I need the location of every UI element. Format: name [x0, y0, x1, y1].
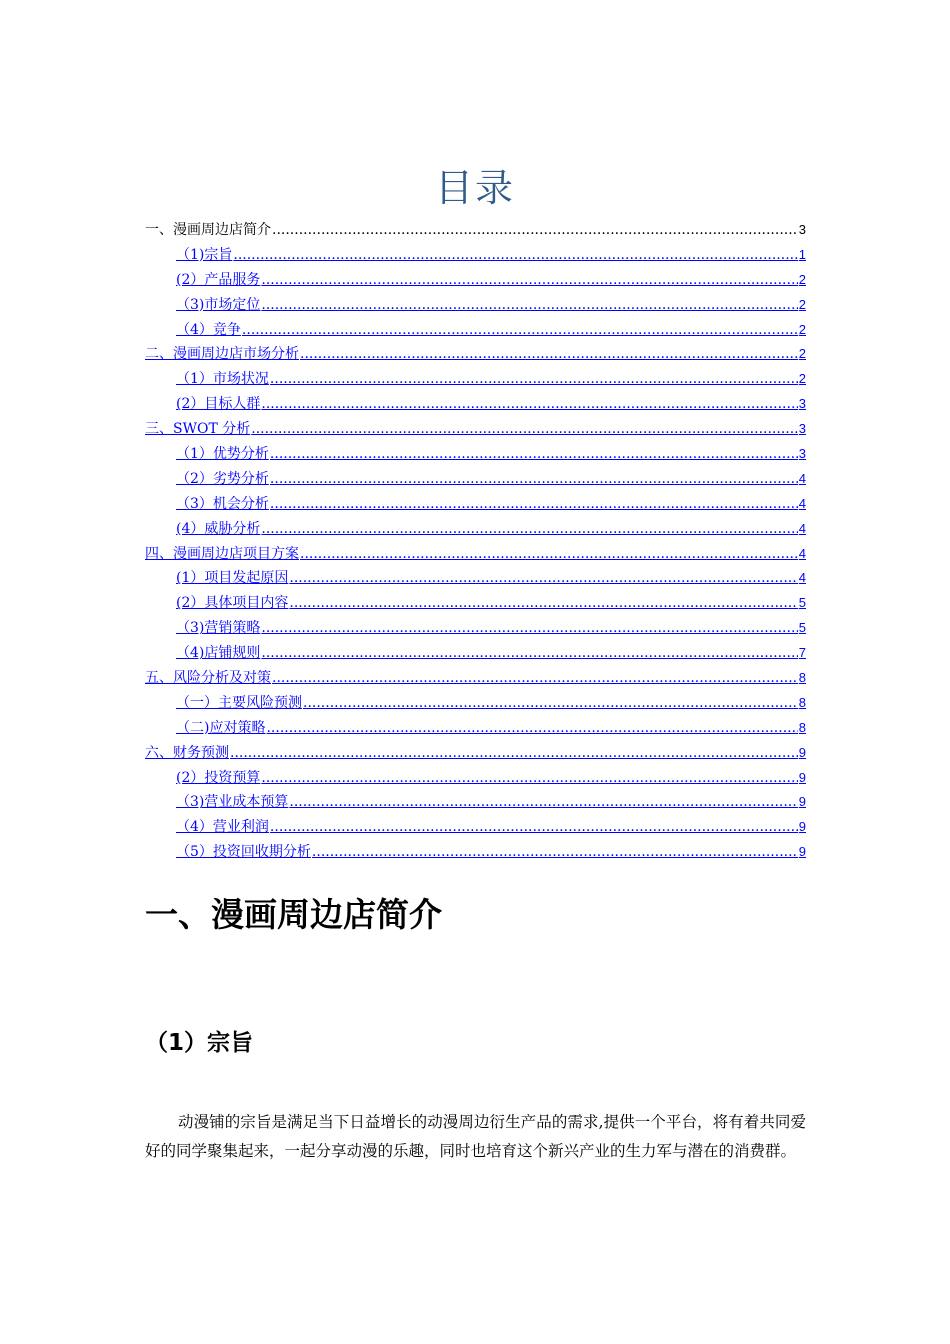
- toc-leader-dots: [242, 318, 798, 343]
- toc-entry-text: （4)店铺规则: [176, 645, 261, 662]
- toc-leader-dots: [261, 766, 797, 791]
- toc-entry-text: (2）产品服务: [176, 271, 261, 288]
- toc-entry-text: （3)市场定位: [176, 296, 261, 313]
- toc-leader-dots: [312, 840, 798, 865]
- toc-entry[interactable]: [145, 417, 806, 442]
- toc-entry[interactable]: [145, 741, 806, 766]
- toc-leader-dots: [261, 268, 797, 293]
- toc-entry: [145, 218, 806, 243]
- toc-entry-text: （二)应对策略: [176, 719, 266, 736]
- toc-leader-dots: [289, 790, 797, 815]
- toc-entry-text: （1）市场状况: [176, 371, 269, 388]
- table-of-contents: [145, 218, 806, 865]
- toc-page-number: 3: [798, 421, 806, 437]
- toc-leader-dots: [272, 666, 798, 691]
- toc-page-number: 3: [798, 446, 806, 462]
- toc-page-number: 9: [798, 744, 806, 760]
- toc-entry[interactable]: [145, 492, 806, 517]
- toc-entry[interactable]: [145, 691, 806, 716]
- toc-entry[interactable]: [145, 442, 806, 467]
- toc-page-number: 8: [798, 719, 806, 735]
- toc-leader-dots: [300, 542, 798, 567]
- toc-page-number: 9: [798, 819, 806, 835]
- toc-entry-text: （2）劣势分析: [176, 470, 269, 487]
- toc-page-number: 9: [798, 844, 806, 860]
- toc-entry-text: （3）机会分析: [176, 495, 269, 512]
- toc-page-number: 2: [798, 271, 806, 287]
- toc-page-number: 2: [798, 296, 806, 312]
- toc-leader-dots: [266, 716, 797, 741]
- toc-entry-text: （3)营业成本预算: [176, 794, 289, 811]
- toc-leader-dots: [261, 293, 797, 318]
- toc-page-number: 8: [798, 694, 806, 710]
- toc-entry-text: (4）威胁分析: [176, 520, 261, 537]
- toc-entry[interactable]: [145, 790, 806, 815]
- toc-entry[interactable]: [145, 666, 806, 691]
- toc-entry-text: 三、SWOT 分析: [145, 421, 251, 438]
- toc-page-number: 5: [798, 620, 806, 636]
- toc-page-number: 4: [798, 520, 806, 536]
- toc-leader-dots: [270, 492, 798, 517]
- toc-entry-text: 一、漫画周边店简介: [145, 222, 271, 238]
- toc-page-number: 2: [798, 321, 806, 337]
- toc-entry-text: (2）目标人群: [176, 396, 261, 413]
- toc-entry[interactable]: [145, 467, 806, 492]
- toc-entry-text: （1)宗旨: [176, 246, 233, 263]
- toc-entry[interactable]: [145, 293, 806, 318]
- toc-entry-text: 二、漫画周边店市场分析: [145, 346, 299, 363]
- toc-entry[interactable]: [145, 342, 806, 367]
- toc-entry[interactable]: [145, 542, 806, 567]
- toc-leader-dots: [230, 741, 798, 766]
- toc-entry[interactable]: [145, 766, 806, 791]
- toc-entry[interactable]: [145, 641, 806, 666]
- toc-page-number: 4: [798, 495, 806, 511]
- toc-title: 目录: [434, 166, 515, 210]
- toc-page-number: 4: [798, 545, 806, 561]
- toc-entry[interactable]: [145, 517, 806, 542]
- toc-leader-dots: [261, 517, 797, 542]
- toc-leader-dots: [270, 367, 798, 392]
- toc-entry-text: （3)营销策略: [176, 620, 261, 637]
- toc-leader-dots: [303, 691, 798, 716]
- toc-page-number: 8: [798, 670, 806, 686]
- toc-leader-dots: [289, 566, 797, 591]
- toc-leader-dots: [261, 616, 797, 641]
- toc-leader-dots: [289, 591, 797, 616]
- toc-entry-text: (2）投资预算: [176, 769, 261, 786]
- toc-leader-dots: [251, 417, 798, 442]
- toc-page-number: 1: [798, 246, 806, 262]
- toc-leader-dots: [270, 815, 798, 840]
- toc-entry[interactable]: [145, 318, 806, 343]
- toc-entry-text: （一）主要风险预测: [176, 694, 302, 711]
- toc-entry-text: （5）投资回收期分析: [176, 844, 311, 861]
- toc-page-number: 2: [798, 346, 806, 362]
- toc-page-number: 5: [798, 595, 806, 611]
- toc-entry[interactable]: [145, 566, 806, 591]
- toc-page-number: 3: [798, 222, 806, 237]
- toc-entry[interactable]: [145, 840, 806, 865]
- toc-entry-text: 五、风险分析及对策: [145, 670, 271, 687]
- toc-entry[interactable]: [145, 392, 806, 417]
- toc-leader-dots: [233, 243, 797, 268]
- toc-entry[interactable]: [145, 243, 806, 268]
- toc-entry[interactable]: [145, 815, 806, 840]
- toc-leader-dots: [272, 218, 798, 243]
- toc-leader-dots: [261, 392, 797, 417]
- section-heading: 一、漫画周边店简介: [145, 895, 442, 934]
- toc-page-number: 9: [798, 769, 806, 785]
- toc-entry[interactable]: [145, 268, 806, 293]
- toc-page-number: 4: [798, 470, 806, 486]
- toc-entry[interactable]: [145, 716, 806, 741]
- toc-entry-text: （1）优势分析: [176, 446, 269, 463]
- toc-entry-text: （4）竞争: [176, 321, 241, 338]
- toc-entry-text: 六、财务预测: [145, 744, 229, 761]
- body-paragraph: 动漫铺的宗旨是满足当下日益增长的动漫周边衍生产品的需求,提供一个平台，将有着共同爱好的同学聚集起来，一起分享动漫的乐趣，同时也培育这个新兴产业的生力军与潜在的消费群。: [145, 1113, 806, 1160]
- toc-page-number: 4: [798, 570, 806, 586]
- toc-leader-dots: [261, 641, 797, 666]
- toc-entry-text: (2）具体项目内容: [176, 595, 289, 612]
- toc-page-number: 9: [798, 794, 806, 810]
- toc-page-number: 2: [798, 371, 806, 387]
- toc-entry[interactable]: [145, 616, 806, 641]
- toc-entry[interactable]: [145, 367, 806, 392]
- toc-entry-text: （4）营业利润: [176, 819, 269, 836]
- toc-leader-dots: [300, 342, 798, 367]
- toc-page-number: 3: [798, 396, 806, 412]
- toc-entry[interactable]: [145, 591, 806, 616]
- toc-entry-text: 四、漫画周边店项目方案: [145, 545, 299, 562]
- subsection-heading: （1）宗旨: [145, 1030, 254, 1056]
- toc-page-number: 7: [798, 645, 806, 661]
- toc-leader-dots: [270, 442, 798, 467]
- toc-leader-dots: [270, 467, 798, 492]
- toc-entry-text: (1）项目发起原因: [176, 570, 289, 587]
